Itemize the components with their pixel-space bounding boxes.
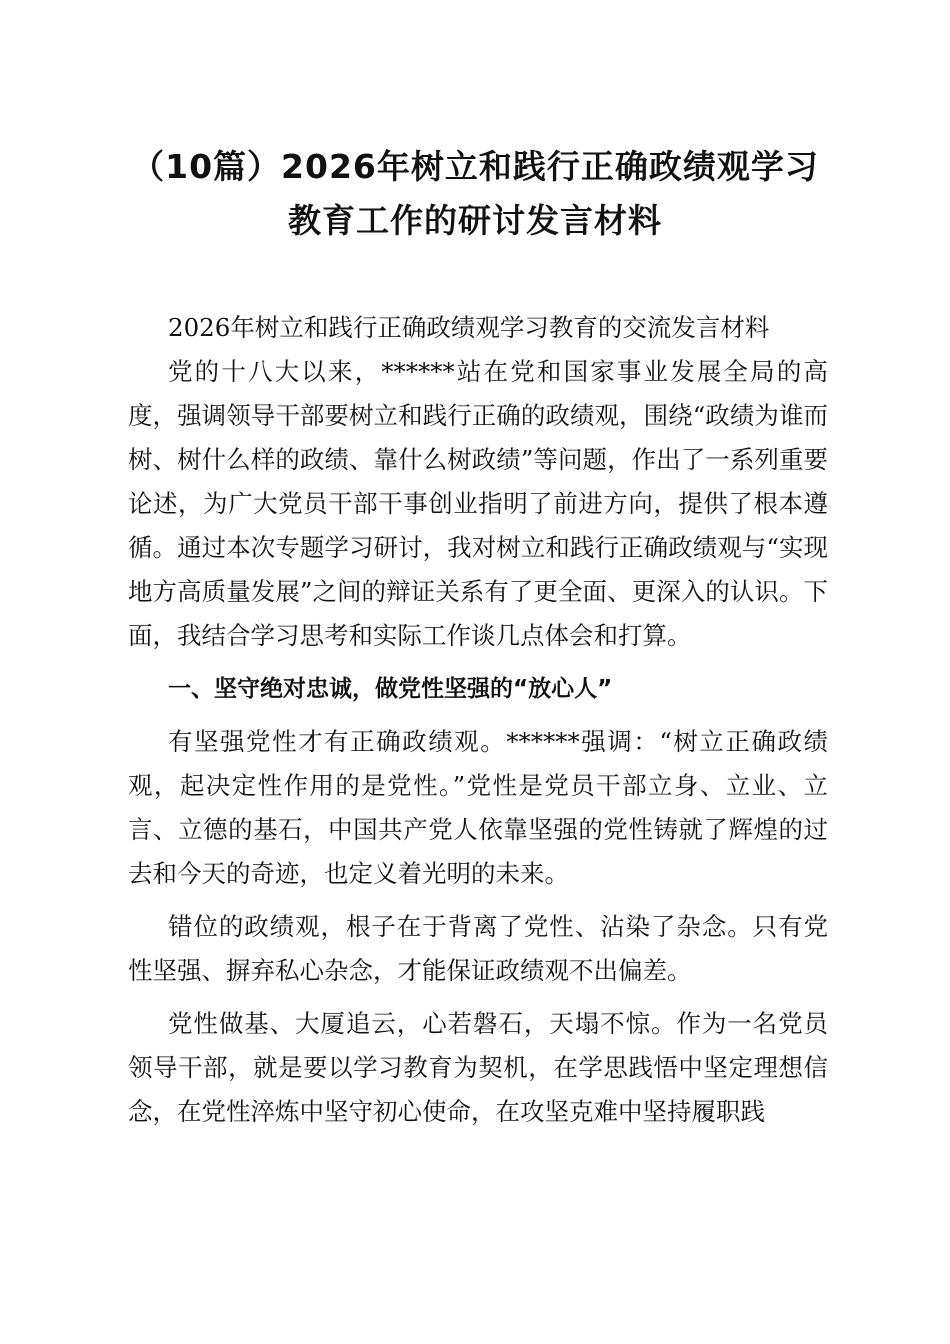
title-line-2: 教育工作的研讨发言材料: [288, 201, 662, 240]
paragraph-misplaced-view: 错位的政绩观，根子在于背离了党性、沾染了杂念。只有党性坚强、摒弃私心杂念，才能保证政绩观不出偏差。: [128, 912, 828, 985]
paragraph-party-spirit: 有坚强党性才有正确政绩观。******强调：“树立正确政绩观，起决定性作用的是党性。”党性是党员干部立身、立业、立言、立德的基石，中国共产党人依靠坚强的党性铸就了辉煌的过去和今天的奇迹，也定义着光明的未来。: [128, 727, 828, 888]
section-heading-1: 一、坚守绝对忠诚，做党性坚强的“放心人”: [168, 676, 613, 702]
subtitle-line: 2026年树立和践行正确政绩观学习教育的交流发言材料: [168, 313, 770, 342]
title-line-1: （10篇）2026年树立和践行正确政绩观学习: [131, 147, 819, 186]
document-body: [128, 306, 828, 1143]
paragraph-foundation: 党性做基、大厦追云，心若磐石，天塌不惊。作为一名党员领导干部，就是要以学习教育为契机，在学思践悟中坚定理想信念，在党性淬炼中坚守初心使命，在攻坚克难中坚持履职践: [128, 1009, 828, 1126]
document-title: [80, 140, 870, 248]
paragraph-intro: 党的十八大以来，******站在党和国家事业发展全局的高度，强调领导干部要树立和践行正确的政绩观，围绕“政绩为谁而树、树什么样的政绩、靠什么树政绩”等问题，作出了一系列重要论述，为广大党员干部干事创业指明了前进方向，提供了根本遵循。通过本次专题学习研讨，我对树立和践行正确政绩观与“实现地方高质量发展”之间的辩证关系有了更全面、更深入的认识。下面，我结合学习思考和实际工作谈几点体会和打算。: [128, 357, 828, 650]
